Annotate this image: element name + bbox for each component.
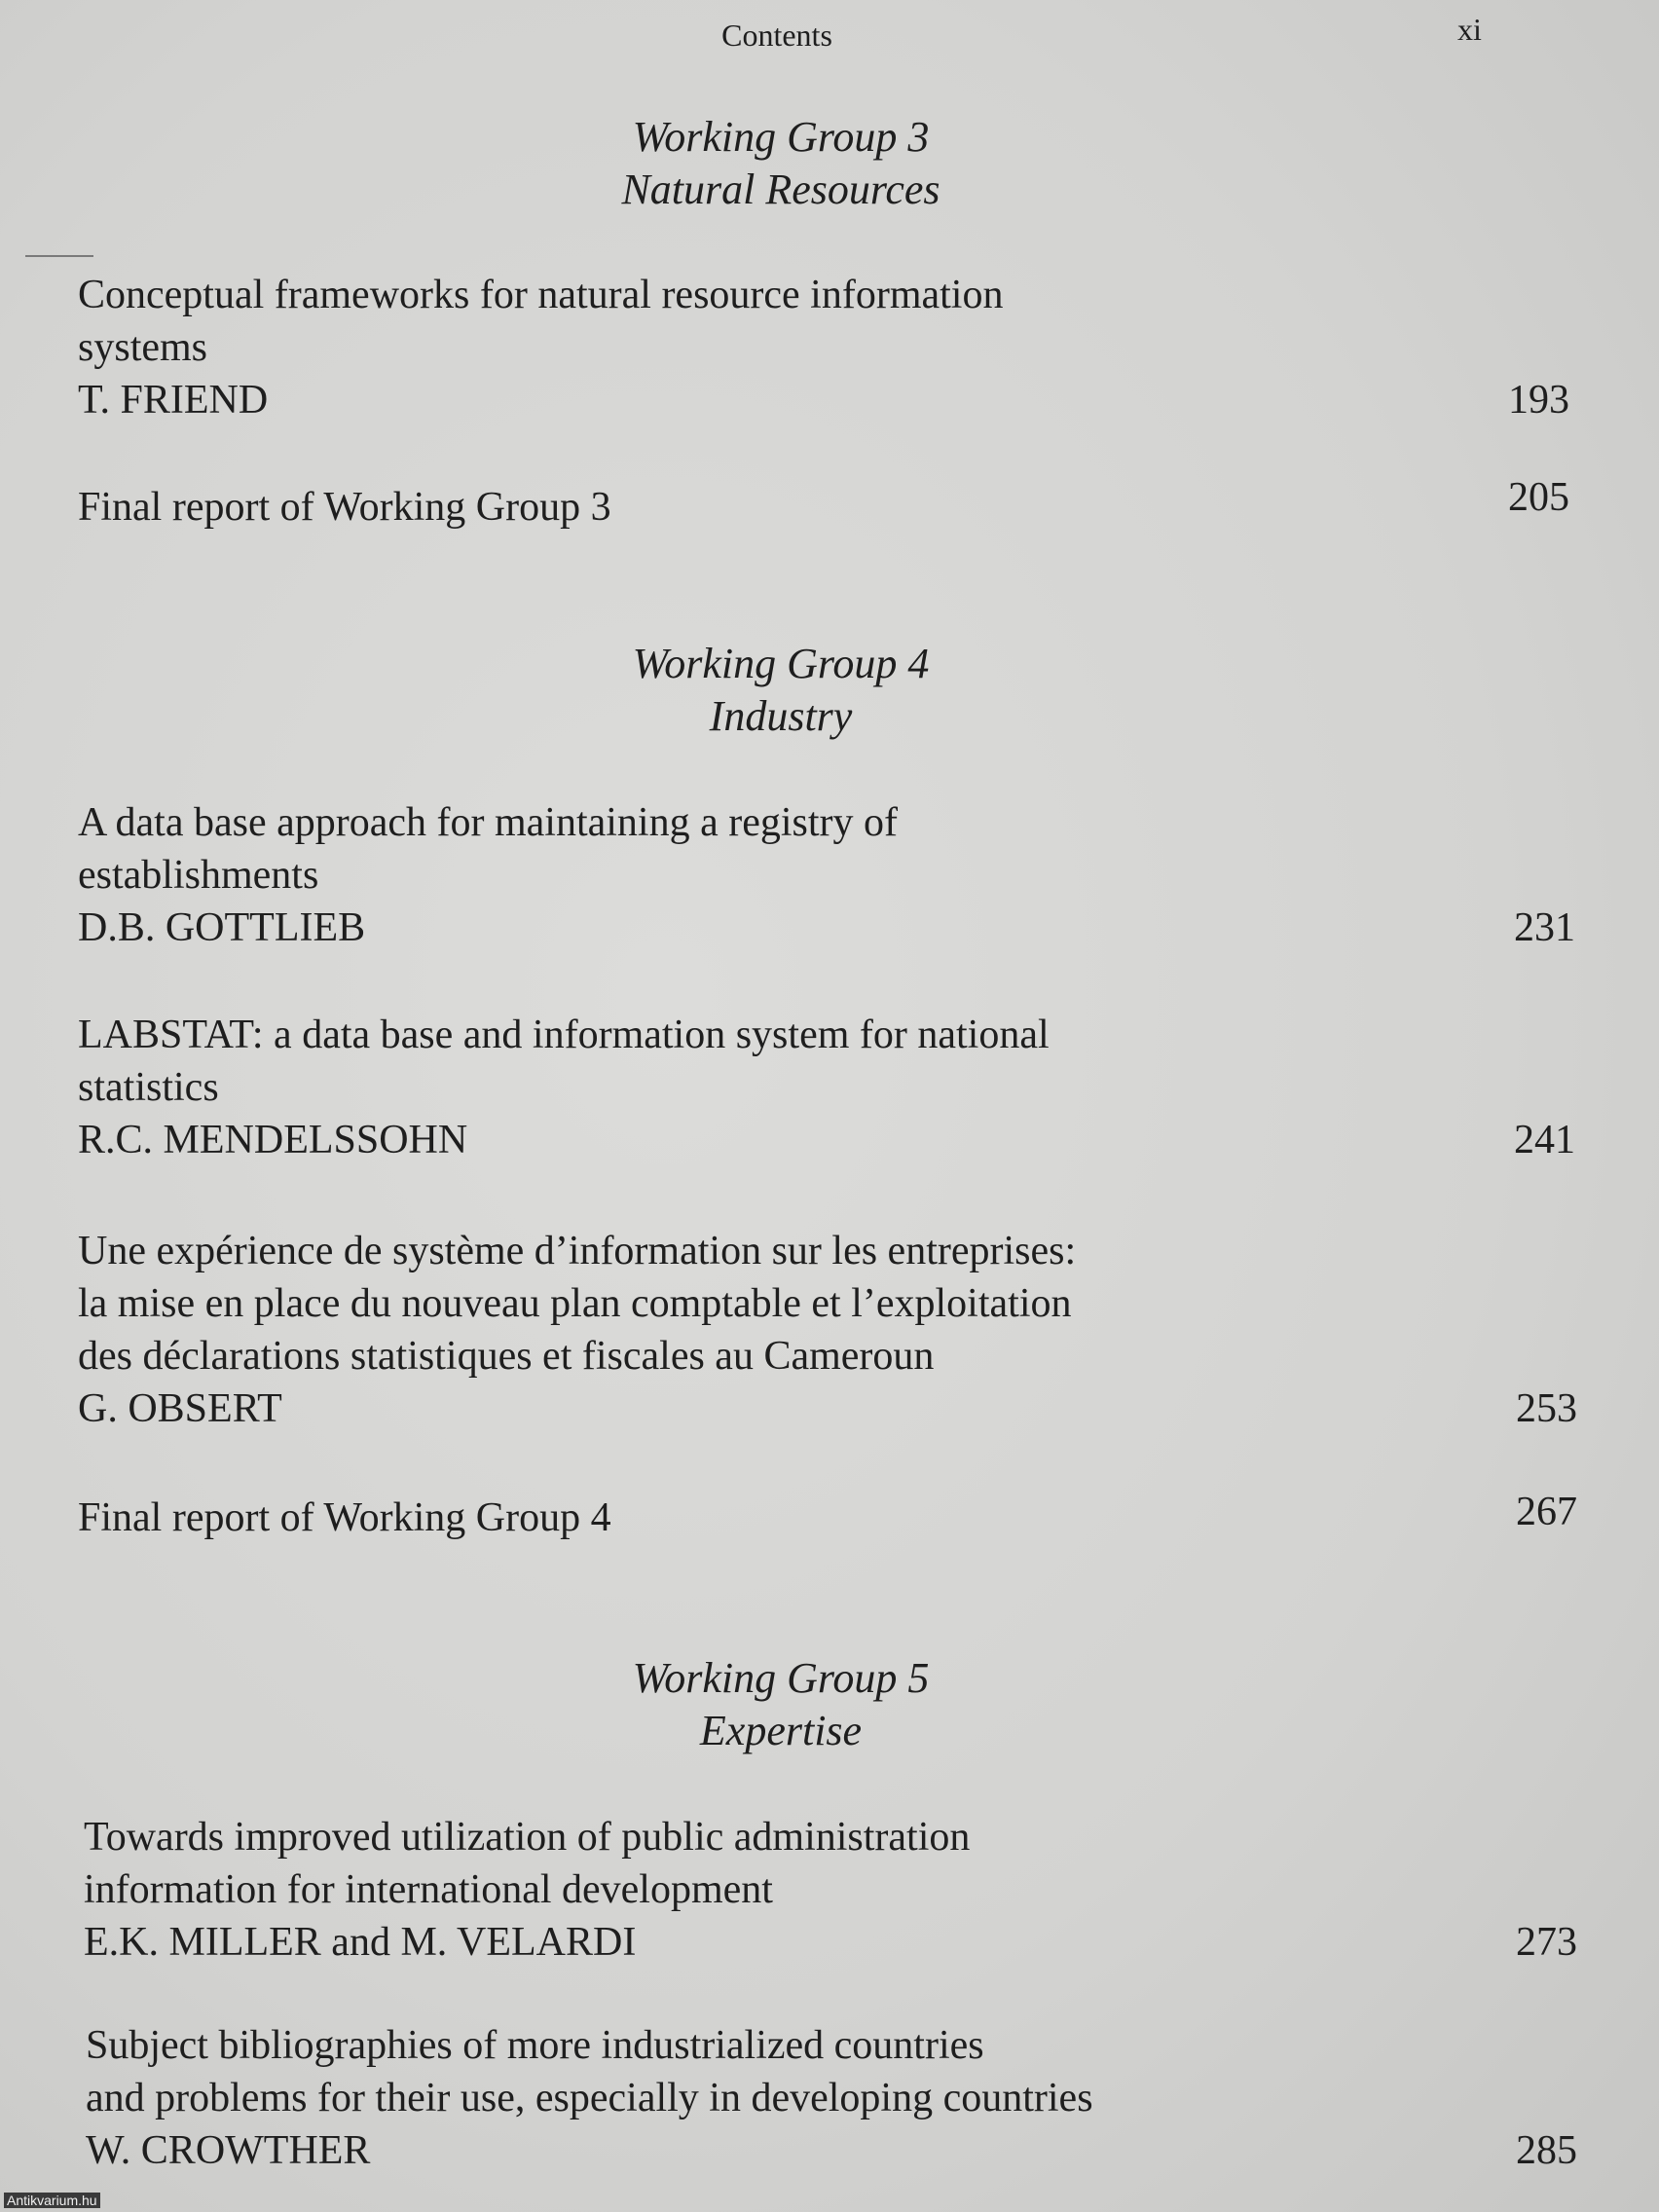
toc-entry: [78, 1009, 1575, 1166]
entry-title-line: A data base approach for maintaining a registry of: [78, 800, 899, 845]
section-group-title: Working Group 5: [632, 1654, 930, 1702]
toc-entry: [84, 1811, 1577, 1969]
section-topic: Expertise: [699, 1707, 863, 1754]
entry-title-line: Conceptual frameworks for natural resource information: [78, 273, 1004, 317]
toc-entry: [78, 269, 1569, 426]
running-head: Contents: [721, 18, 832, 53]
watermark-label: Antikvarium.hu: [4, 2193, 100, 2208]
section-heading-wg5: [0, 1652, 1562, 1757]
entry-title-line: and problems for their use, especially in developing countries: [86, 2076, 1093, 2120]
entry-page-number: 231: [1514, 905, 1575, 950]
entry-page-number: 241: [1514, 1118, 1575, 1162]
section-group-title: Working Group 3: [632, 113, 930, 161]
entry-page-number: 267: [1516, 1490, 1577, 1534]
entry-title-line: establishments: [78, 853, 319, 898]
entry-title-line: LABSTAT: a data base and information system for national: [78, 1013, 1050, 1057]
scan-mark: [25, 255, 93, 257]
entry-author: G. OBSERT: [78, 1386, 282, 1431]
entry-page-number: 285: [1516, 2128, 1577, 2173]
entry-title-line: information for international development: [84, 1867, 773, 1912]
entry-page-number: 253: [1516, 1386, 1577, 1431]
entry-author: T. FRIEND: [78, 378, 269, 423]
entry-page-number: 205: [1508, 475, 1569, 520]
entry-title-line: Final report of Working Group 4: [78, 1495, 611, 1540]
entry-title-line: statistics: [78, 1065, 219, 1110]
entry-page-number: 273: [1516, 1920, 1577, 1965]
entry-title-line: Final report of Working Group 3: [78, 485, 611, 530]
section-heading-wg4: [0, 638, 1562, 743]
entry-title-line: des déclarations statistiques et fiscales au Cameroun: [78, 1334, 935, 1379]
entry-title-line: systems: [78, 325, 208, 370]
page-number: xi: [1457, 12, 1482, 47]
toc-entry: [78, 475, 1569, 534]
entry-title-line: Towards improved utilization of public administration: [84, 1815, 971, 1860]
section-heading-wg3: [0, 111, 1562, 216]
entry-title-line: Une expérience de système d’information sur les entreprises:: [78, 1229, 1077, 1273]
entry-title-line: Subject bibliographies of more industrialized countries: [86, 2023, 984, 2068]
entry-title-line: la mise en place du nouveau plan comptable et l’exploitation: [78, 1281, 1072, 1326]
toc-entry: [86, 2019, 1577, 2177]
entry-author: W. CROWTHER: [86, 2128, 371, 2173]
toc-entry: [78, 796, 1575, 954]
toc-entry: [78, 1225, 1577, 1435]
section-group-title: Working Group 4: [632, 640, 930, 687]
section-topic: Industry: [709, 692, 853, 740]
entry-author: R.C. MENDELSSOHN: [78, 1118, 468, 1162]
section-topic: Natural Resources: [621, 166, 940, 213]
toc-entry: [78, 1490, 1577, 1544]
entry-author: D.B. GOTTLIEB: [78, 905, 366, 950]
entry-author: E.K. MILLER and M. VELARDI: [84, 1920, 637, 1965]
entry-page-number: 193: [1508, 378, 1569, 423]
